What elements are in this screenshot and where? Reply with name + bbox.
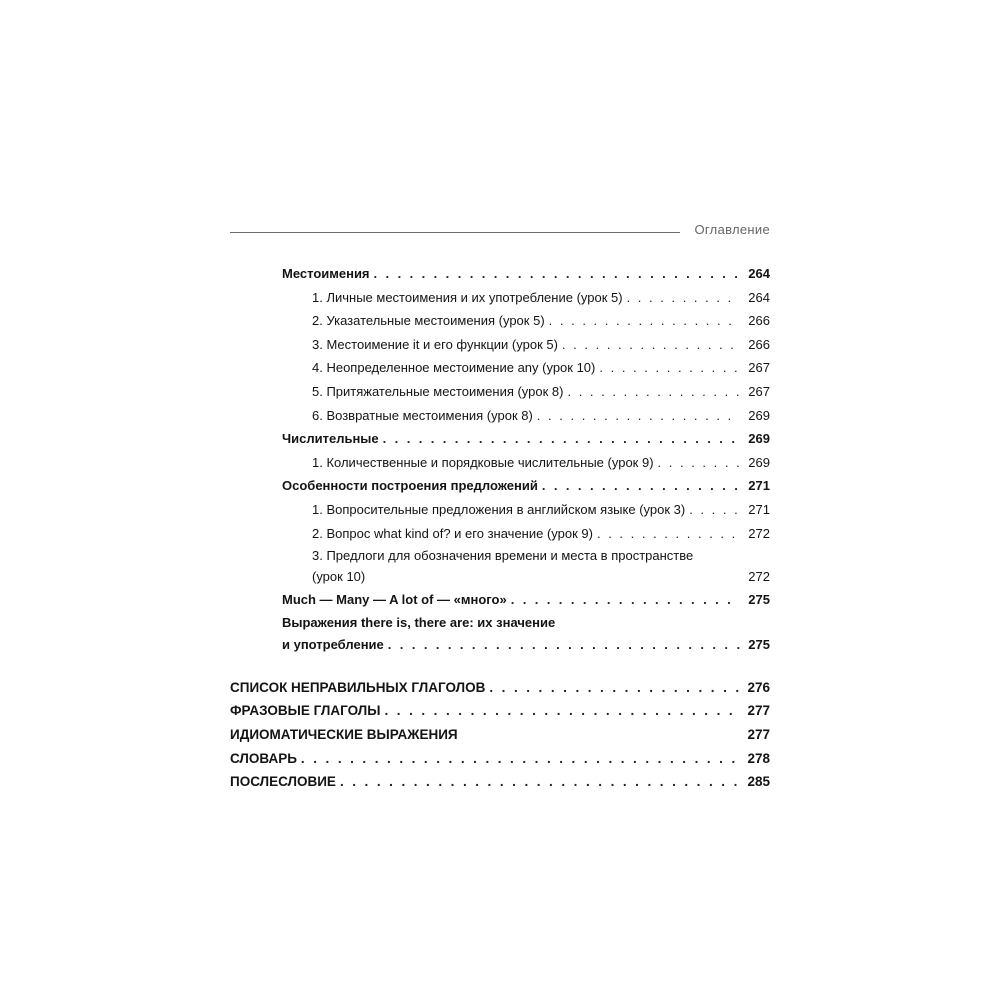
header-rule bbox=[230, 232, 680, 233]
toc-entry-title: 1. Личные местоимения и их употребление (урок 5) bbox=[312, 289, 623, 305]
toc-entry-title: СЛОВАРЬ bbox=[230, 750, 297, 766]
toc-entry-title: Местоимения bbox=[282, 266, 370, 281]
toc-chapter-afterword[interactable] bbox=[230, 770, 770, 794]
toc-entry-title: (урок 10) bbox=[312, 569, 366, 585]
dot-leader bbox=[383, 427, 740, 451]
toc-entry-page: 276 bbox=[747, 679, 770, 695]
toc-entry-title: и употребление bbox=[282, 636, 384, 652]
toc-entry-page: 277 bbox=[747, 703, 770, 719]
toc-entry-title: Much — Many — A lot of — «много» bbox=[282, 592, 507, 608]
toc-entry-page: 269 bbox=[748, 431, 770, 447]
toc-entry-page: 277 bbox=[747, 726, 770, 742]
dot-leader bbox=[599, 356, 740, 380]
dot-leader bbox=[542, 474, 740, 498]
dot-leader bbox=[658, 451, 740, 475]
dot-leader bbox=[562, 333, 740, 357]
dot-leader bbox=[597, 522, 740, 546]
toc-item[interactable] bbox=[230, 333, 770, 357]
toc-chapter-dictionary[interactable] bbox=[230, 747, 770, 771]
toc-entry-page: 266 bbox=[748, 313, 770, 329]
toc-entry-page: 264 bbox=[748, 266, 770, 281]
toc-entry-title: ФРАЗОВЫЕ ГЛАГОЛЫ bbox=[230, 703, 381, 719]
running-title: Оглавление bbox=[694, 222, 770, 237]
table-of-contents bbox=[230, 262, 770, 794]
toc-entry-title: Числительные bbox=[282, 431, 379, 447]
dot-leader bbox=[567, 380, 740, 404]
toc-item[interactable] bbox=[230, 286, 770, 310]
toc-section-pronouns[interactable] bbox=[230, 262, 770, 286]
toc-entry-page: 275 bbox=[748, 592, 770, 608]
toc-entry-page: 272 bbox=[748, 569, 770, 585]
dot-leader bbox=[511, 588, 740, 612]
toc-item[interactable] bbox=[230, 356, 770, 380]
toc-section-there-is-line1: Выражения there is, there are: их значение bbox=[282, 614, 556, 630]
dot-leader bbox=[340, 770, 740, 794]
toc-entry-title: 2. Указательные местоимения (урок 5) bbox=[312, 313, 545, 329]
toc-entry-title: 3. Местоимение it и его функции (урок 5) bbox=[312, 336, 558, 352]
toc-entry-title: 1. Количественные и порядковые числительные (урок 9) bbox=[312, 454, 654, 470]
toc-item-line1: 3. Предлоги для обозначения времени и места в пространстве bbox=[312, 548, 694, 564]
toc-item[interactable] bbox=[230, 380, 770, 404]
toc-entry-page: 269 bbox=[748, 407, 770, 423]
toc-entry-title: 6. Возвратные местоимения (урок 8) bbox=[312, 407, 533, 423]
toc-entry-page: 271 bbox=[748, 478, 770, 494]
dot-leader bbox=[374, 262, 740, 286]
dot-leader bbox=[489, 676, 740, 700]
toc-chapter-irregular-verbs[interactable] bbox=[230, 676, 770, 700]
toc-section-sentences[interactable] bbox=[230, 474, 770, 498]
toc-entry-page: 267 bbox=[748, 360, 770, 376]
dot-leader bbox=[537, 404, 740, 428]
toc-entry-page: 267 bbox=[748, 383, 770, 399]
toc-entry-page: 275 bbox=[748, 636, 770, 652]
toc-section-numerals[interactable] bbox=[230, 427, 770, 451]
toc-item[interactable] bbox=[230, 566, 770, 588]
toc-entry-title: Особенности построения предложений bbox=[282, 478, 538, 494]
dot-leader bbox=[549, 309, 740, 333]
dot-leader bbox=[388, 634, 740, 656]
toc-entry-title: 2. Вопрос what kind of? и его значение (урок 9) bbox=[312, 525, 593, 541]
toc-entry-title: ПОСЛЕСЛОВИЕ bbox=[230, 774, 336, 790]
toc-entry-title: СПИСОК НЕПРАВИЛЬНЫХ ГЛАГОЛОВ bbox=[230, 679, 486, 695]
toc-entry-title: ИДИОМАТИЧЕСКИЕ ВЫРАЖЕНИЯ bbox=[230, 726, 458, 742]
toc-entry-title: 1. Вопросительные предложения в английском языке (урок 3) bbox=[312, 501, 686, 517]
toc-section-much-many[interactable] bbox=[230, 588, 770, 612]
toc-item[interactable] bbox=[230, 404, 770, 428]
toc-item[interactable] bbox=[230, 451, 770, 475]
toc-item[interactable] bbox=[230, 309, 770, 333]
toc-entry-page: 285 bbox=[747, 774, 770, 790]
toc-entry-page: 272 bbox=[748, 525, 770, 541]
dot-leader bbox=[627, 286, 740, 310]
toc-entry-page: 266 bbox=[748, 336, 770, 352]
toc-entry-page: 269 bbox=[748, 454, 770, 470]
toc-item[interactable] bbox=[230, 522, 770, 546]
dot-leader bbox=[301, 747, 740, 771]
toc-chapter-idioms[interactable] bbox=[230, 723, 770, 747]
toc-entry-title: 4. Неопределенное местоимение any (урок 10) bbox=[312, 360, 596, 376]
dot-leader bbox=[384, 699, 740, 723]
toc-entry-page: 271 bbox=[748, 501, 770, 517]
toc-item[interactable] bbox=[230, 498, 770, 522]
running-head bbox=[230, 222, 770, 242]
toc-entry-title: 5. Притяжательные местоимения (урок 8) bbox=[312, 383, 564, 399]
spacer bbox=[230, 656, 770, 676]
toc-chapter-phrasal-verbs[interactable] bbox=[230, 699, 770, 723]
toc-entry-page: 264 bbox=[748, 289, 770, 305]
dot-leader bbox=[689, 498, 740, 522]
toc-entry-page: 278 bbox=[747, 750, 770, 766]
toc-section-there-is[interactable] bbox=[230, 634, 770, 656]
